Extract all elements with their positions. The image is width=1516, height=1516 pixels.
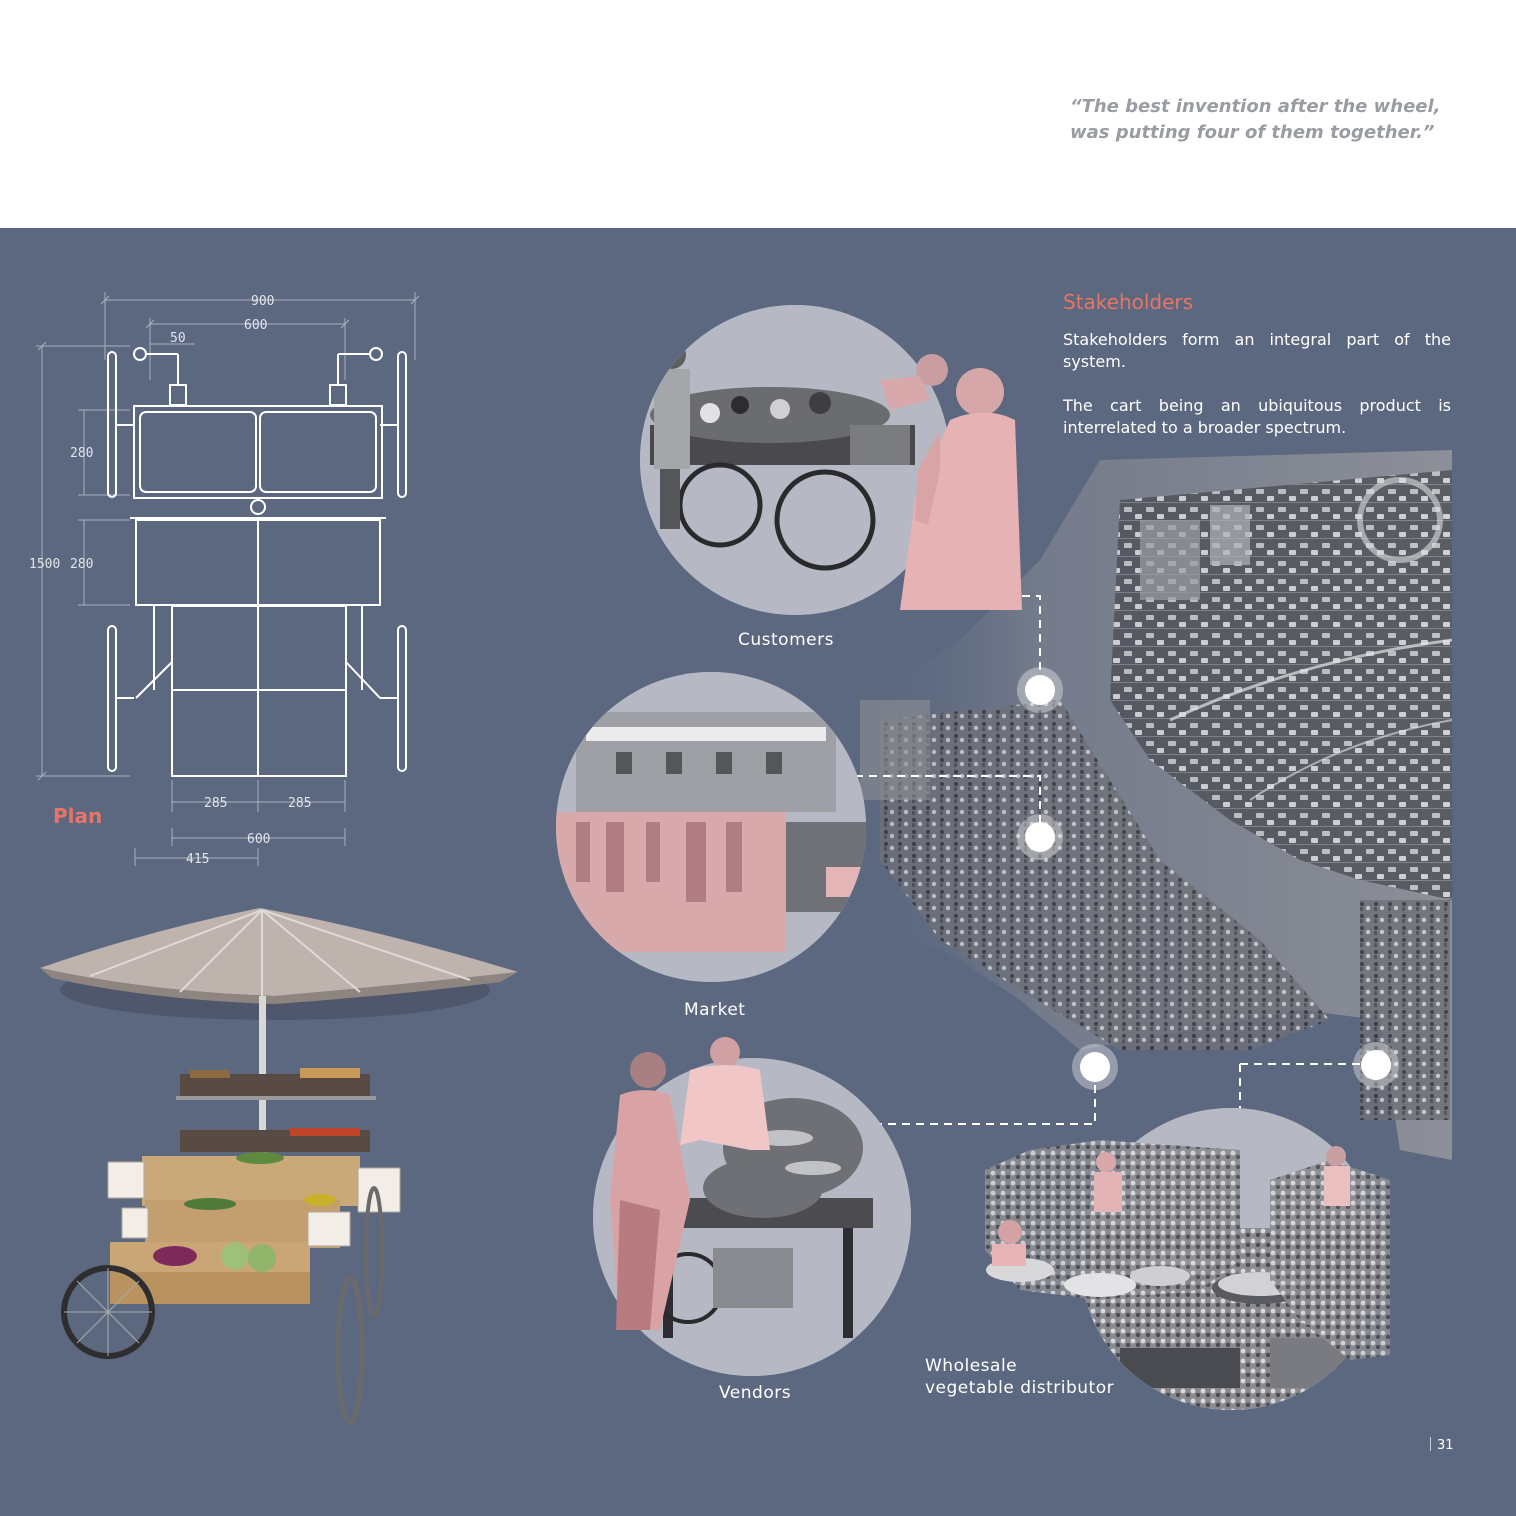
- dim-bottom-width: 600: [247, 832, 271, 847]
- caption-vendors: Vendors: [719, 1383, 792, 1403]
- dim-middle-section: 280: [70, 557, 94, 572]
- dim-axle-offset: 415: [186, 852, 210, 867]
- dim-upper-section: 280: [70, 446, 94, 461]
- dim-handle-offset: 50: [170, 331, 186, 346]
- stakeholders-paragraph-2: The cart being an ubiquitous product is interrelated to a broader spectrum.: [1063, 396, 1451, 437]
- connector-node-wholesale: [1361, 1050, 1391, 1080]
- plan-label: Plan: [53, 804, 103, 828]
- stakeholders-title: Stakeholders: [1063, 290, 1194, 314]
- quote-line-2: was putting four of them together.”: [1070, 122, 1435, 143]
- stakeholders-paragraph-1: Stakeholders form an integral part of the system.: [1063, 330, 1451, 371]
- page-number: [1430, 1437, 1454, 1453]
- dim-right-half: 285: [288, 796, 312, 811]
- caption-wholesale-line-2: vegetable distributor: [925, 1378, 1115, 1398]
- page-number-value: 31: [1437, 1438, 1454, 1453]
- dim-inner-width-top: 600: [244, 318, 268, 333]
- dim-left-half: 285: [204, 796, 228, 811]
- caption-wholesale-line-1: Wholesale: [925, 1356, 1018, 1376]
- caption-customers: Customers: [738, 630, 834, 650]
- connector-node-market: [1025, 822, 1055, 852]
- dim-total-length: 1500: [29, 557, 61, 572]
- page-number-divider: [1430, 1437, 1431, 1451]
- caption-wholesale: [925, 1355, 1114, 1399]
- caption-market: Market: [684, 1000, 746, 1020]
- connector-node-vendors: [1080, 1052, 1110, 1082]
- dim-total-width: 900: [251, 294, 275, 309]
- connector-node-customers: [1025, 675, 1055, 705]
- quote-line-1: “The best invention after the wheel,: [1070, 96, 1441, 117]
